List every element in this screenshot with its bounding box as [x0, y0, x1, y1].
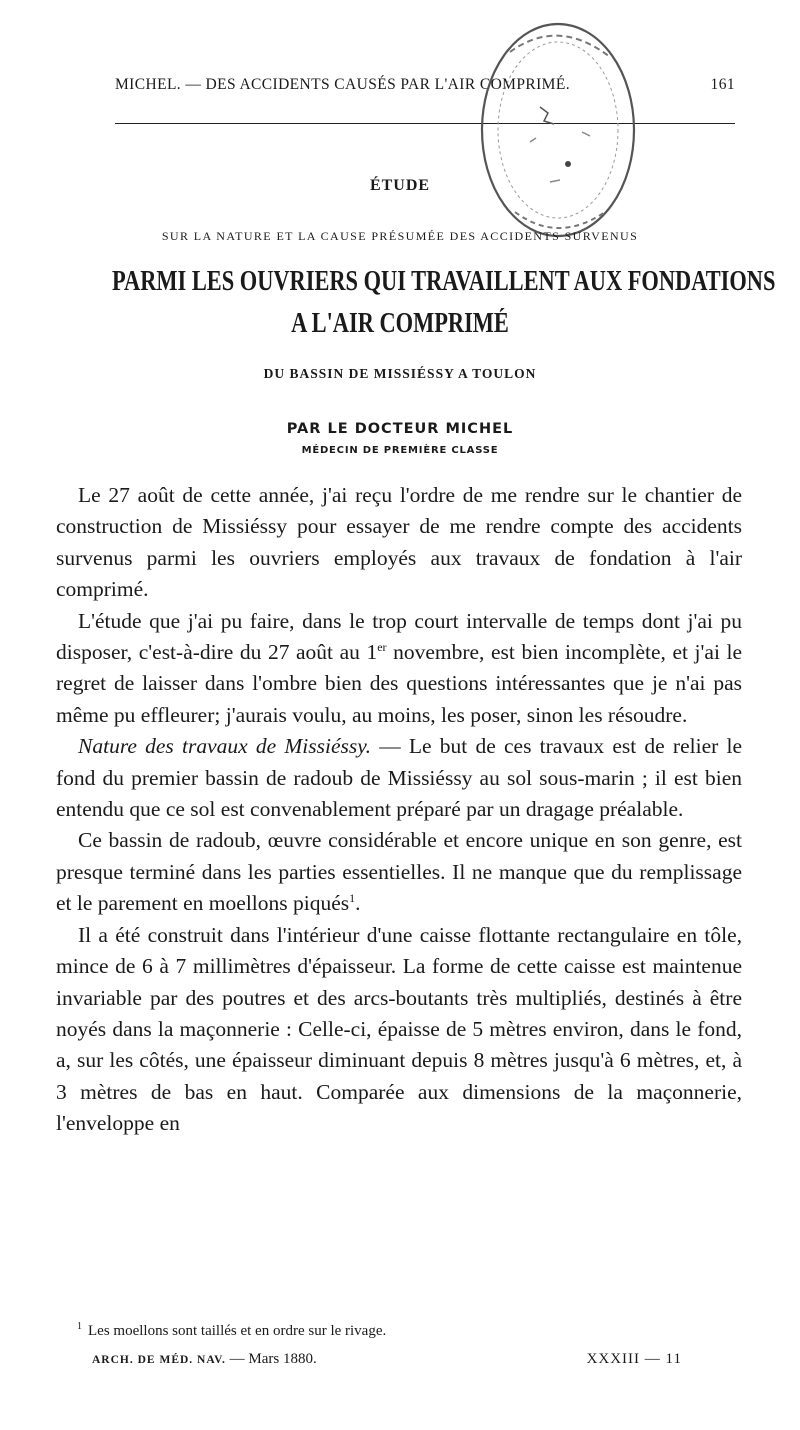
main-title-line-2: A L'AIR COMPRIMÉ: [291, 308, 509, 339]
paragraph-3-lead: Nature des travaux de Missiéssy.: [78, 734, 371, 759]
signature-mark: XXXIII — 11: [586, 1351, 682, 1367]
paragraph-1: Le 27 août de cette année, j'ai reçu l'ordre de me rendre sur le chantier de construction de Missiéssy pour essayer de me rendre compte des accidents survenus parmi les ouvriers employés aux travaux de fondation à l'air comprimé.: [56, 483, 742, 602]
paragraph-2-text-a: L'étude que j'ai pu faire, dans le trop court intervalle de temps dont j'ai pu disposer, c'est-à-dire du 27 août au 1: [56, 608, 742, 665]
page-footer: [92, 1351, 682, 1368]
main-title-line-1: PARMI LES OUVRIERS QUI TRAVAILLENT AUX FONDATIONS: [112, 266, 776, 297]
footnote-ref: 1: [349, 891, 356, 906]
subtitle: SUR LA NATURE ET LA CAUSE PRÉSUMÉE DES ACCIDENTS SURVENUS: [161, 229, 639, 243]
paragraph-3: [56, 731, 742, 825]
paragraph-4-text-b: .: [355, 891, 361, 916]
paragraph-5: Il a été construit dans l'intérieur d'une caisse flottante rectangulaire en tôle, mince de 6 à 7 millimètres d'épaisseur. La forme de cette caisse est maintenue invariable par des poutres et des arcs-boutants très multipliés, destinés à être noyés dans la maçonnerie : Celle-ci, épaisse de 5 mètres environ, dans le fond, a, sur les côtés, une épaisseur diminuant depuis 8 mètres jusqu'à 6 mètres, et, à 3 mètres de bas en haut. Comparée aux dimensions de la maçonnerie, l'enveloppe en: [56, 922, 742, 1136]
page-number: 161: [710, 76, 735, 93]
section-title: ÉTUDE: [369, 177, 431, 194]
running-head: [115, 76, 735, 94]
header-rule: [115, 123, 735, 124]
paragraph-4-text-a: Ce bassin de radoub, œuvre considérable et encore unique en son genre, est presque terminé dans les parties essentielles. Il ne manque que du remplissage et le parement en moellons piqués: [56, 828, 742, 916]
superscript-er: er: [377, 639, 387, 654]
footnote-text: Les moellons sont taillés et en ordre sur le rivage.: [88, 1323, 387, 1339]
library-stamp-icon: [470, 12, 640, 252]
location-line: DU BASSIN DE MISSIÉSSY A TOULON: [263, 366, 537, 381]
body-text: [56, 480, 742, 1140]
footnote-mark: 1: [77, 1321, 82, 1332]
author-rank: MÉDECIN DE PREMIÈRE CLASSE: [301, 445, 499, 456]
paragraph-3-text: — Le but de ces travaux est de relier le fond du premier bassin de radoub de Missiéssy au sol sous-marin ; il est bien entendu que ce sol est convenablement préparé par un dragage préalable.: [56, 734, 743, 822]
journal-name: ARCH. DE MÉD. NAV.: [92, 1354, 226, 1366]
paragraph-2: [56, 606, 742, 732]
running-head-title: MICHEL. — DES ACCIDENTS CAUSÉS PAR L'AIR COMPRIMÉ.: [115, 76, 570, 93]
issue-date: — Mars 1880.: [225, 1351, 317, 1367]
author-line: PAR LE DOCTEUR MICHEL: [286, 421, 514, 437]
paragraph-4: [56, 825, 742, 919]
footnote: [77, 1321, 737, 1340]
paragraph-2-text-b: novembre, est bien incomplète, et j'ai le regret de laisser dans l'ombre bien des questions intéressantes que je n'ai pas même pu effleurer; j'aurais voulu, au moins, les poser, sinon les résoudre.: [56, 640, 742, 727]
